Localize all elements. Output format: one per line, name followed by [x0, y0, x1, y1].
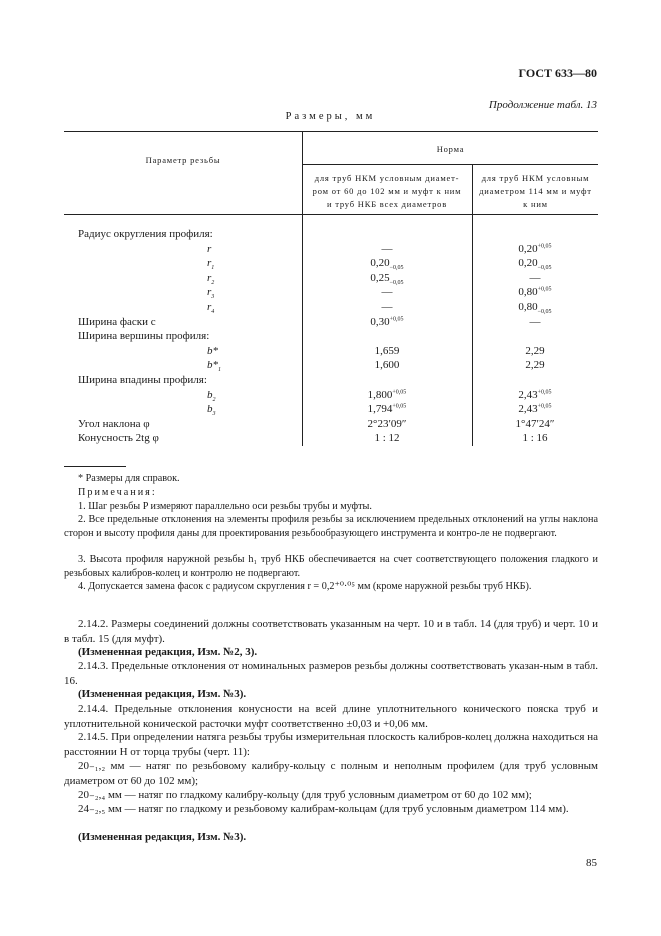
- page-number: 85: [586, 857, 597, 869]
- standard-header: ГОСТ 633—80: [518, 66, 597, 80]
- note-3: 3. Высота профиля наружной резьбы h₁ труб НКБ обеспечивается на счет соответствующего положения гладкого и резьбовых калибров-колец и контролю не подвергают.: [64, 554, 598, 579]
- row-value-b: $0,20_{-0,05}$: [518, 257, 552, 272]
- row-value-a: $1,800^{+0,05}$: [367, 388, 407, 401]
- row-value-b: 2,29: [525, 344, 545, 357]
- row-value-b: $2,43^{+0,05}$: [518, 388, 552, 401]
- note-4: 4. Допускается замена фасок c радиусом скругления r = 0,2⁺⁰·⁰⁵ мм (кроме наружной резьбы труб НКБ).: [78, 581, 532, 592]
- table-continuation: Продолжение табл. 13: [488, 99, 597, 111]
- row-label: Ширина вершины профиля:: [78, 330, 210, 343]
- row-symbol: $r_2$: [207, 271, 215, 286]
- edition-note-3: (Измененная редакция, Изм. №3).: [78, 831, 247, 843]
- row-label: Конусность 2tg φ: [78, 432, 159, 445]
- row-label: Радиус округления профиля:: [78, 228, 213, 240]
- note-1: 1. Шаг резьбы P измеряют параллельно оси резьбы трубы и муфты.: [78, 501, 372, 512]
- note-2: 2. Все предельные отклонения на элементы профиля резьбы за исключением предельных отклонений на углы наклона сторон и высоту профиля даны для проектирования резьбообразующего инструмента и контро-ле не подвергают.: [64, 514, 598, 539]
- table-row: [0, 316, 661, 331]
- row-value-a: 1,600: [374, 359, 400, 372]
- table-row: [0, 228, 661, 243]
- row-value-b: 2,29: [525, 359, 545, 372]
- paragraph-2-14-5: 2.14.5. При определении натяга резьбы трубы измерительная плоскость калибров-колец должна находиться на расстоянии H от торца трубы (черт. 11):: [64, 731, 598, 758]
- row-symbol: $b_3$: [207, 403, 216, 418]
- col-a-header: для труб НКМ условным диамет- ром от 60 до 102 мм и муфт к ним и труб НКБ всех диаметров: [312, 173, 462, 209]
- table-row: [0, 286, 661, 301]
- table-row: [0, 389, 661, 404]
- paragraph-2-14-2: 2.14.2. Размеры соединений должны соответствовать указанным на черт. 10 и в табл. 14 (для труб) и черт. 10 и в табл. 15 (для муфт).: [64, 618, 598, 645]
- table-row: [0, 272, 661, 287]
- param-column-header: Параметр резьбы: [145, 155, 221, 165]
- paragraph-2-14-4: 2.14.4. Предельные отклонения конусности на всей длине уплотнительного конического пояска труб и уплотнительной конической расточки муфт соответственно ±0,03 и +0,06 мм.: [64, 703, 598, 730]
- edition-note-1: (Измененная редакция, Изм. №2, 3).: [78, 646, 258, 658]
- table-header-bottom-rule: [64, 214, 598, 215]
- interference-thread-ring: 20₋₁,₂ мм — натяг по резьбовому калибру-кольцу с полным и неполным профилем (для труб условным диаметром от 60 до 102 мм);: [64, 760, 598, 787]
- row-symbol: $b_2$: [207, 388, 216, 403]
- table-row: [0, 359, 661, 374]
- row-value-b: $0,80^{+0,05}$: [518, 286, 552, 299]
- table-row: [0, 374, 661, 389]
- edition-note-2: (Измененная редакция, Изм. №3).: [78, 688, 247, 700]
- notes-title: Примечания:: [78, 487, 157, 498]
- row-value-a: 1 : 12: [374, 432, 400, 445]
- row-symbol: b*: [207, 344, 218, 357]
- row-symbol: $b*_1$: [207, 359, 221, 374]
- row-value-a: —: [381, 242, 393, 255]
- table-row: [0, 418, 661, 433]
- row-value-b: —: [529, 315, 541, 328]
- footnote-star: * Размеры для справок.: [78, 473, 180, 484]
- footnote-rule: [64, 466, 126, 467]
- row-symbol: $r_1$: [207, 257, 215, 272]
- row-value-a: —: [381, 301, 393, 313]
- table-row: [0, 301, 661, 316]
- table-row: [0, 345, 661, 360]
- row-value-b: $0,80_{-0,05}$: [518, 301, 552, 316]
- row-value-b: 1°47′24″: [515, 417, 555, 430]
- row-label: Ширина впадины профиля:: [78, 374, 207, 386]
- row-symbol: $r_4$: [207, 301, 215, 316]
- row-value-b: 1 : 16: [522, 432, 548, 445]
- table-norm-rule: [303, 164, 598, 165]
- col-b-header: для труб НКМ условным диаметром 114 мм и муфт к ним: [479, 173, 592, 209]
- row-symbol: r: [207, 242, 212, 255]
- row-symbol: $r_3$: [207, 286, 215, 301]
- row-value-a: $0,30^{+0,05}$: [370, 315, 404, 328]
- table-row: [0, 403, 661, 418]
- table-caption: Размеры, мм: [285, 111, 376, 122]
- row-value-b: —: [529, 271, 541, 284]
- interference-114: 24₋₂,₅ мм — натяг по гладкому и резьбовому калибрам-кольцам (для труб условным диаметром 114 мм).: [78, 803, 569, 815]
- row-label: Ширина фаски c: [78, 315, 156, 328]
- row-value-a: $1,794^{+0,05}$: [367, 403, 407, 416]
- table-row: [0, 243, 661, 258]
- row-value-a: $0,25_{-0,05}$: [370, 271, 404, 286]
- table-row: [0, 432, 661, 447]
- row-value-a: 1,659: [374, 344, 400, 357]
- paragraph-2-14-3: 2.14.3. Предельные отклонения от номинальных размеров резьбы должны соответствовать указан-ным в табл. 16.: [64, 660, 598, 687]
- row-label: Угол наклона φ: [78, 417, 150, 430]
- table-row: [0, 330, 661, 345]
- row-value-b: $0,20^{+0,05}$: [518, 242, 552, 255]
- row-value-a: —: [381, 286, 393, 299]
- table-row: [0, 257, 661, 272]
- row-value-b: $2,43^{+0,05}$: [518, 403, 552, 416]
- table-top-rule: [64, 131, 598, 132]
- row-value-a: $0,20_{-0,05}$: [370, 257, 404, 272]
- interference-smooth-ring: 20₋₂,₄ мм — натяг по гладкому калибру-кольцу (для труб условным диаметром от 60 до 102 мм);: [78, 789, 532, 801]
- norm-column-header: Норма: [436, 144, 465, 154]
- row-value-a: 2°23′09″: [367, 417, 407, 430]
